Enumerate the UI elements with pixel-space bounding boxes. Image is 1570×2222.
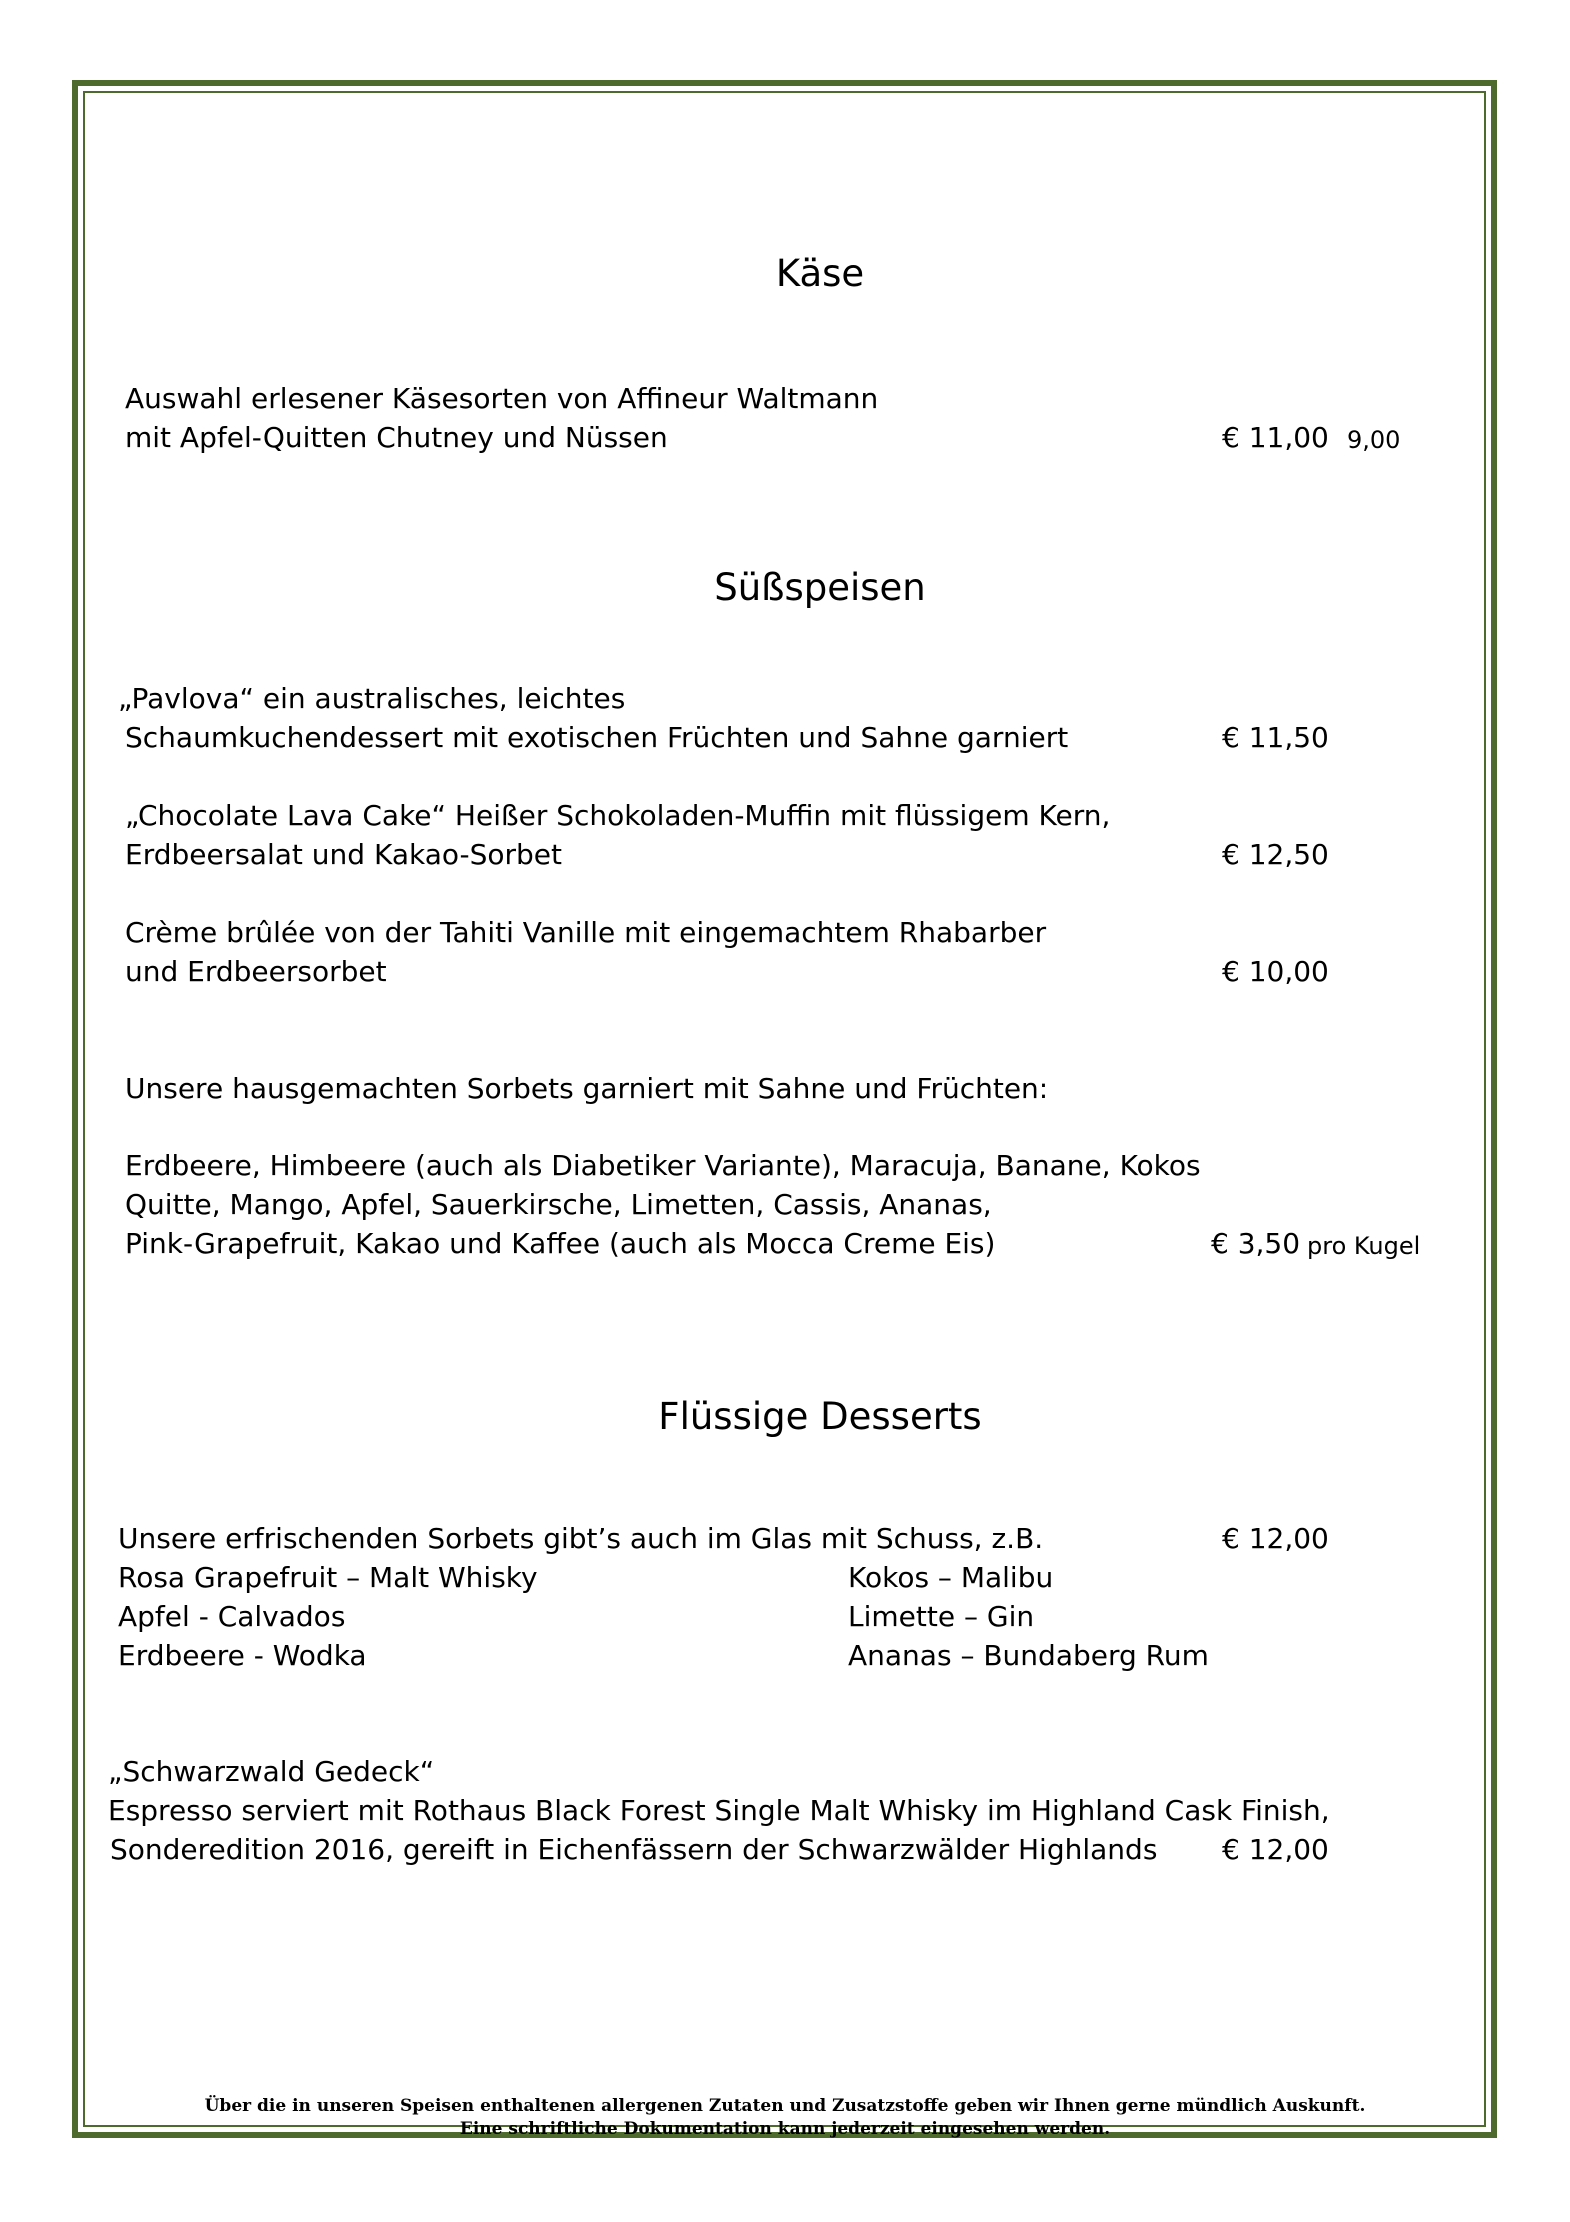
dessert-item-price: € 10,00	[1222, 955, 1329, 988]
liquid-pair-right: Ananas – Bundaberg Rum	[848, 1639, 1209, 1672]
gedeck-line-1: Espresso serviert mit Rothaus Black Forest Single Malt Whisky im Highland Cask Finish,	[108, 1794, 1330, 1827]
kase-item-price: € 11,00	[1222, 421, 1329, 454]
sorbets-flavors-line-3: Pink-Grapefruit, Kakao und Kaffee (auch als Mocca Creme Eis)	[125, 1227, 996, 1260]
liquid-pair-right: Kokos – Malibu	[848, 1561, 1054, 1594]
dessert-item-line-1: „Pavlova“ ein australisches, leichtes	[118, 682, 626, 715]
kase-item-price-alt: 9,00	[1347, 426, 1401, 454]
section-heading-fluessige-desserts: Flüssige Desserts	[658, 1395, 982, 1438]
liquid-dessert-price: € 12,00	[1222, 1522, 1329, 1555]
dessert-item-line-2: Erdbeersalat und Kakao-Sorbet	[125, 838, 563, 871]
sorbets-price: € 3,50	[1211, 1227, 1301, 1260]
gedeck-price: € 12,00	[1222, 1833, 1329, 1866]
liquid-pair-left: Erdbeere - Wodka	[118, 1639, 367, 1672]
sorbets-price-unit: pro Kugel	[1307, 1232, 1421, 1260]
liquid-pair-left: Rosa Grapefruit – Malt Whisky	[118, 1561, 538, 1594]
sorbets-flavors-line-2: Quitte, Mango, Apfel, Sauerkirsche, Limetten, Cassis, Ananas,	[125, 1188, 992, 1221]
footer-documentation-note: Eine schriftliche Dokumentation kann jederzeit eingesehen werden.	[459, 2119, 1111, 2139]
dessert-item-line-2: Schaumkuchendessert mit exotischen Früchten und Sahne garniert	[125, 721, 1069, 754]
liquid-pair-right: Limette – Gin	[848, 1600, 1035, 1633]
liquid-pair-left: Apfel - Calvados	[118, 1600, 346, 1633]
gedeck-line-2: Sonderedition 2016, gereift in Eichenfässern der Schwarzwälder Highlands	[110, 1833, 1158, 1866]
dessert-item-price: € 12,50	[1222, 838, 1329, 871]
sorbets-flavors-line-1: Erdbeere, Himbeere (auch als Diabetiker Variante), Maracuja, Banane, Kokos	[125, 1149, 1201, 1182]
dessert-item-line-1: „Chocolate Lava Cake“ Heißer Schokoladen-Muffin mit flüssigem Kern,	[125, 799, 1111, 832]
dessert-item-line-2: und Erdbeersorbet	[125, 955, 387, 988]
dessert-item-line-1: Crème brûlée von der Tahiti Vanille mit eingemachtem Rhabarber	[125, 916, 1047, 949]
section-heading-suessspeisen: Süßspeisen	[714, 566, 926, 609]
gedeck-title: „Schwarzwald Gedeck“	[108, 1755, 435, 1788]
kase-item-line-2: mit Apfel-Quitten Chutney und Nüssen	[125, 421, 668, 454]
liquid-dessert-intro: Unsere erfrischenden Sorbets gibt’s auch im Glas mit Schuss, z.B.	[118, 1522, 1044, 1555]
footer-allergen-note: Über die in unseren Speisen enthaltenen allergenen Zutaten und Zusatzstoffe geben wir Ihnen gerne mündlich Auskunft.	[204, 2096, 1366, 2116]
dessert-item-price: € 11,50	[1222, 721, 1329, 754]
section-heading-kase: Käse	[775, 252, 865, 295]
kase-item-line-1: Auswahl erlesener Käsesorten von Affineur Waltmann	[125, 382, 879, 415]
sorbets-intro: Unsere hausgemachten Sorbets garniert mit Sahne und Früchten:	[125, 1072, 1049, 1105]
